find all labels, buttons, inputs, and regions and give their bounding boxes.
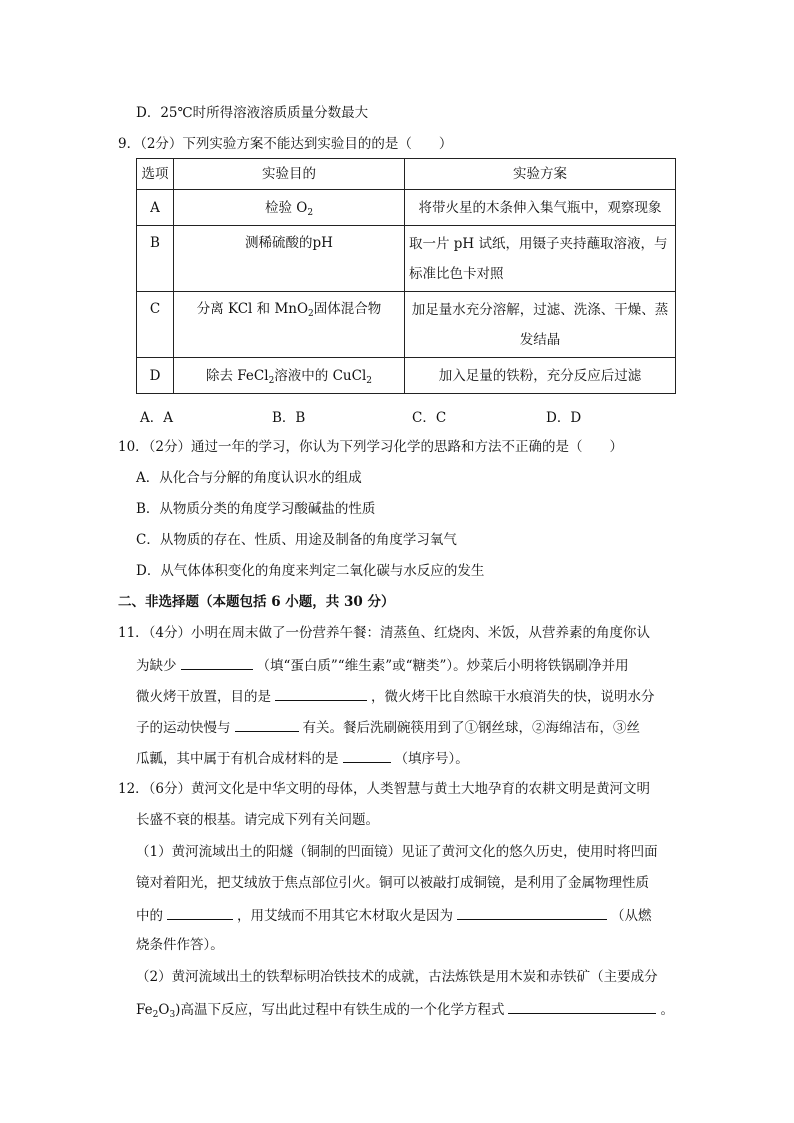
q11-line-1: 11．（4分）小明在周末做了一份营养午餐：清蒸鱼、红烧肉、米饭，从营养素的角度你认	[118, 625, 651, 641]
row-plan: 加入足量的铁粉，充分反应后过滤	[405, 358, 676, 394]
q9-stem: 9．（2分）下列实验方案不能达到实验目的的是（ ）	[118, 136, 453, 152]
table-header-row	[137, 159, 676, 190]
q11-line-4: 子的运动快慢与 有关。餐后洗刷碗筷用到了①钢丝球，②海绵洁布，③丝	[136, 717, 640, 737]
table-row	[137, 292, 676, 358]
q9-options	[140, 406, 581, 426]
answer-blank[interactable]	[508, 999, 656, 1014]
q12-line-1: 12．（6分）黄河文化是中华文明的母体，人类智慧与黄土大地孕育的农耕文明是黄河文明	[118, 781, 651, 797]
q12-part1-line-1: （1）黄河流域出土的阳燧（铜制的凹面镜）见证了黄河文化的悠久历史，使用时将凹面	[136, 844, 658, 860]
answer-blank[interactable]	[167, 905, 233, 920]
q12-part1-line-2: 镜对着阳光，把艾绒放于焦点部位引火。铜可以被敲打成铜镜，是利用了金属物理性质	[136, 875, 649, 891]
row-option: A	[137, 190, 174, 226]
q10-option-b: B．从物质分类的角度学习酸碱盐的性质	[136, 501, 376, 517]
q12-part2-line-2: $Fe_2O_3$)高温下反应，写出此过程中有铁生成的一个化学方程式 。	[136, 999, 674, 1019]
row-purpose: 分离 KCl 和 MnO$_2$固体混合物	[174, 292, 405, 358]
answer-blank[interactable]	[457, 905, 607, 920]
answer-blank[interactable]	[235, 717, 299, 732]
q12-part2-line-1: （2）黄河流域出土的铁犁标明冶铁技术的成就，古法炼铁是用木炭和赤铁矿（主要成分	[136, 969, 658, 985]
q10-stem: 10．（2分）通过一年的学习，你认为下列学习化学的思路和方法不正确的是（ ）	[118, 439, 624, 455]
section-heading: 二、非选择题（本题包括 6 小题，共 30 分）	[118, 594, 395, 610]
row-option: C	[137, 292, 174, 358]
q11-line-5: 瓜瓤，其中属于有机合成材料的是 （填序号）。	[136, 748, 469, 768]
table-row	[137, 358, 676, 394]
option-d: D．D	[546, 410, 582, 426]
q10-option-c: C．从物质的存在、性质、用途及制备的角度学习氧气	[136, 532, 457, 548]
q11-line-2: 为缺少 （填“蛋白质”“维生素”或“糖类”）。炒菜后小明将铁锅刷净并用	[136, 655, 629, 675]
table-row	[137, 190, 676, 226]
q9-table	[136, 158, 676, 394]
row-purpose: 测稀硫酸的pH	[174, 226, 405, 292]
option-b: B．B	[272, 410, 306, 426]
row-option: D	[137, 358, 174, 394]
row-purpose: 除去 FeCl$_2$溶液中的 CuCl$_2$	[174, 358, 405, 394]
answer-blank[interactable]	[343, 748, 391, 763]
answer-blank[interactable]	[275, 686, 367, 701]
option-c: C．C	[412, 410, 447, 426]
q12-part1-line-3: 中的 ，用艾绒而不用其它木材取火是因为 （从燃	[136, 905, 652, 925]
table-row	[137, 226, 676, 292]
row-purpose: 检验 $O_2$	[174, 190, 405, 226]
header-purpose: 实验目的	[174, 159, 405, 190]
header-plan: 实验方案	[405, 159, 676, 190]
q10-option-d: D．从气体体积变化的角度来判定二氧化碳与水反应的发生	[136, 563, 485, 579]
row-plan: 取一片 pH 试纸，用镊子夹持蘸取溶液，与标准比色卡对照	[405, 226, 676, 292]
header-option: 选项	[137, 159, 174, 190]
q8-option-d: D．25℃时所得溶液溶质质量分数最大	[136, 105, 369, 121]
option-a: A．A	[140, 410, 173, 426]
row-plan: 将带火星的木条伸入集气瓶中，观察现象	[405, 190, 676, 226]
row-option: B	[137, 226, 174, 292]
q12-line-2: 长盛不衰的根基。请完成下列有关问题。	[136, 812, 379, 828]
answer-blank[interactable]	[181, 655, 253, 670]
row-plan: 加足量水充分溶解，过滤、洗涤、干燥、蒸发结晶	[405, 292, 676, 358]
q12-part1-line-4: 烧条件作答）。	[136, 937, 224, 953]
q10-option-a: A．从化合与分解的角度认识水的组成	[136, 470, 362, 486]
q11-line-3: 微火烤干放置，目的是 ，微火烤干比自然晾干水痕消失的快，说明水分	[136, 686, 655, 706]
